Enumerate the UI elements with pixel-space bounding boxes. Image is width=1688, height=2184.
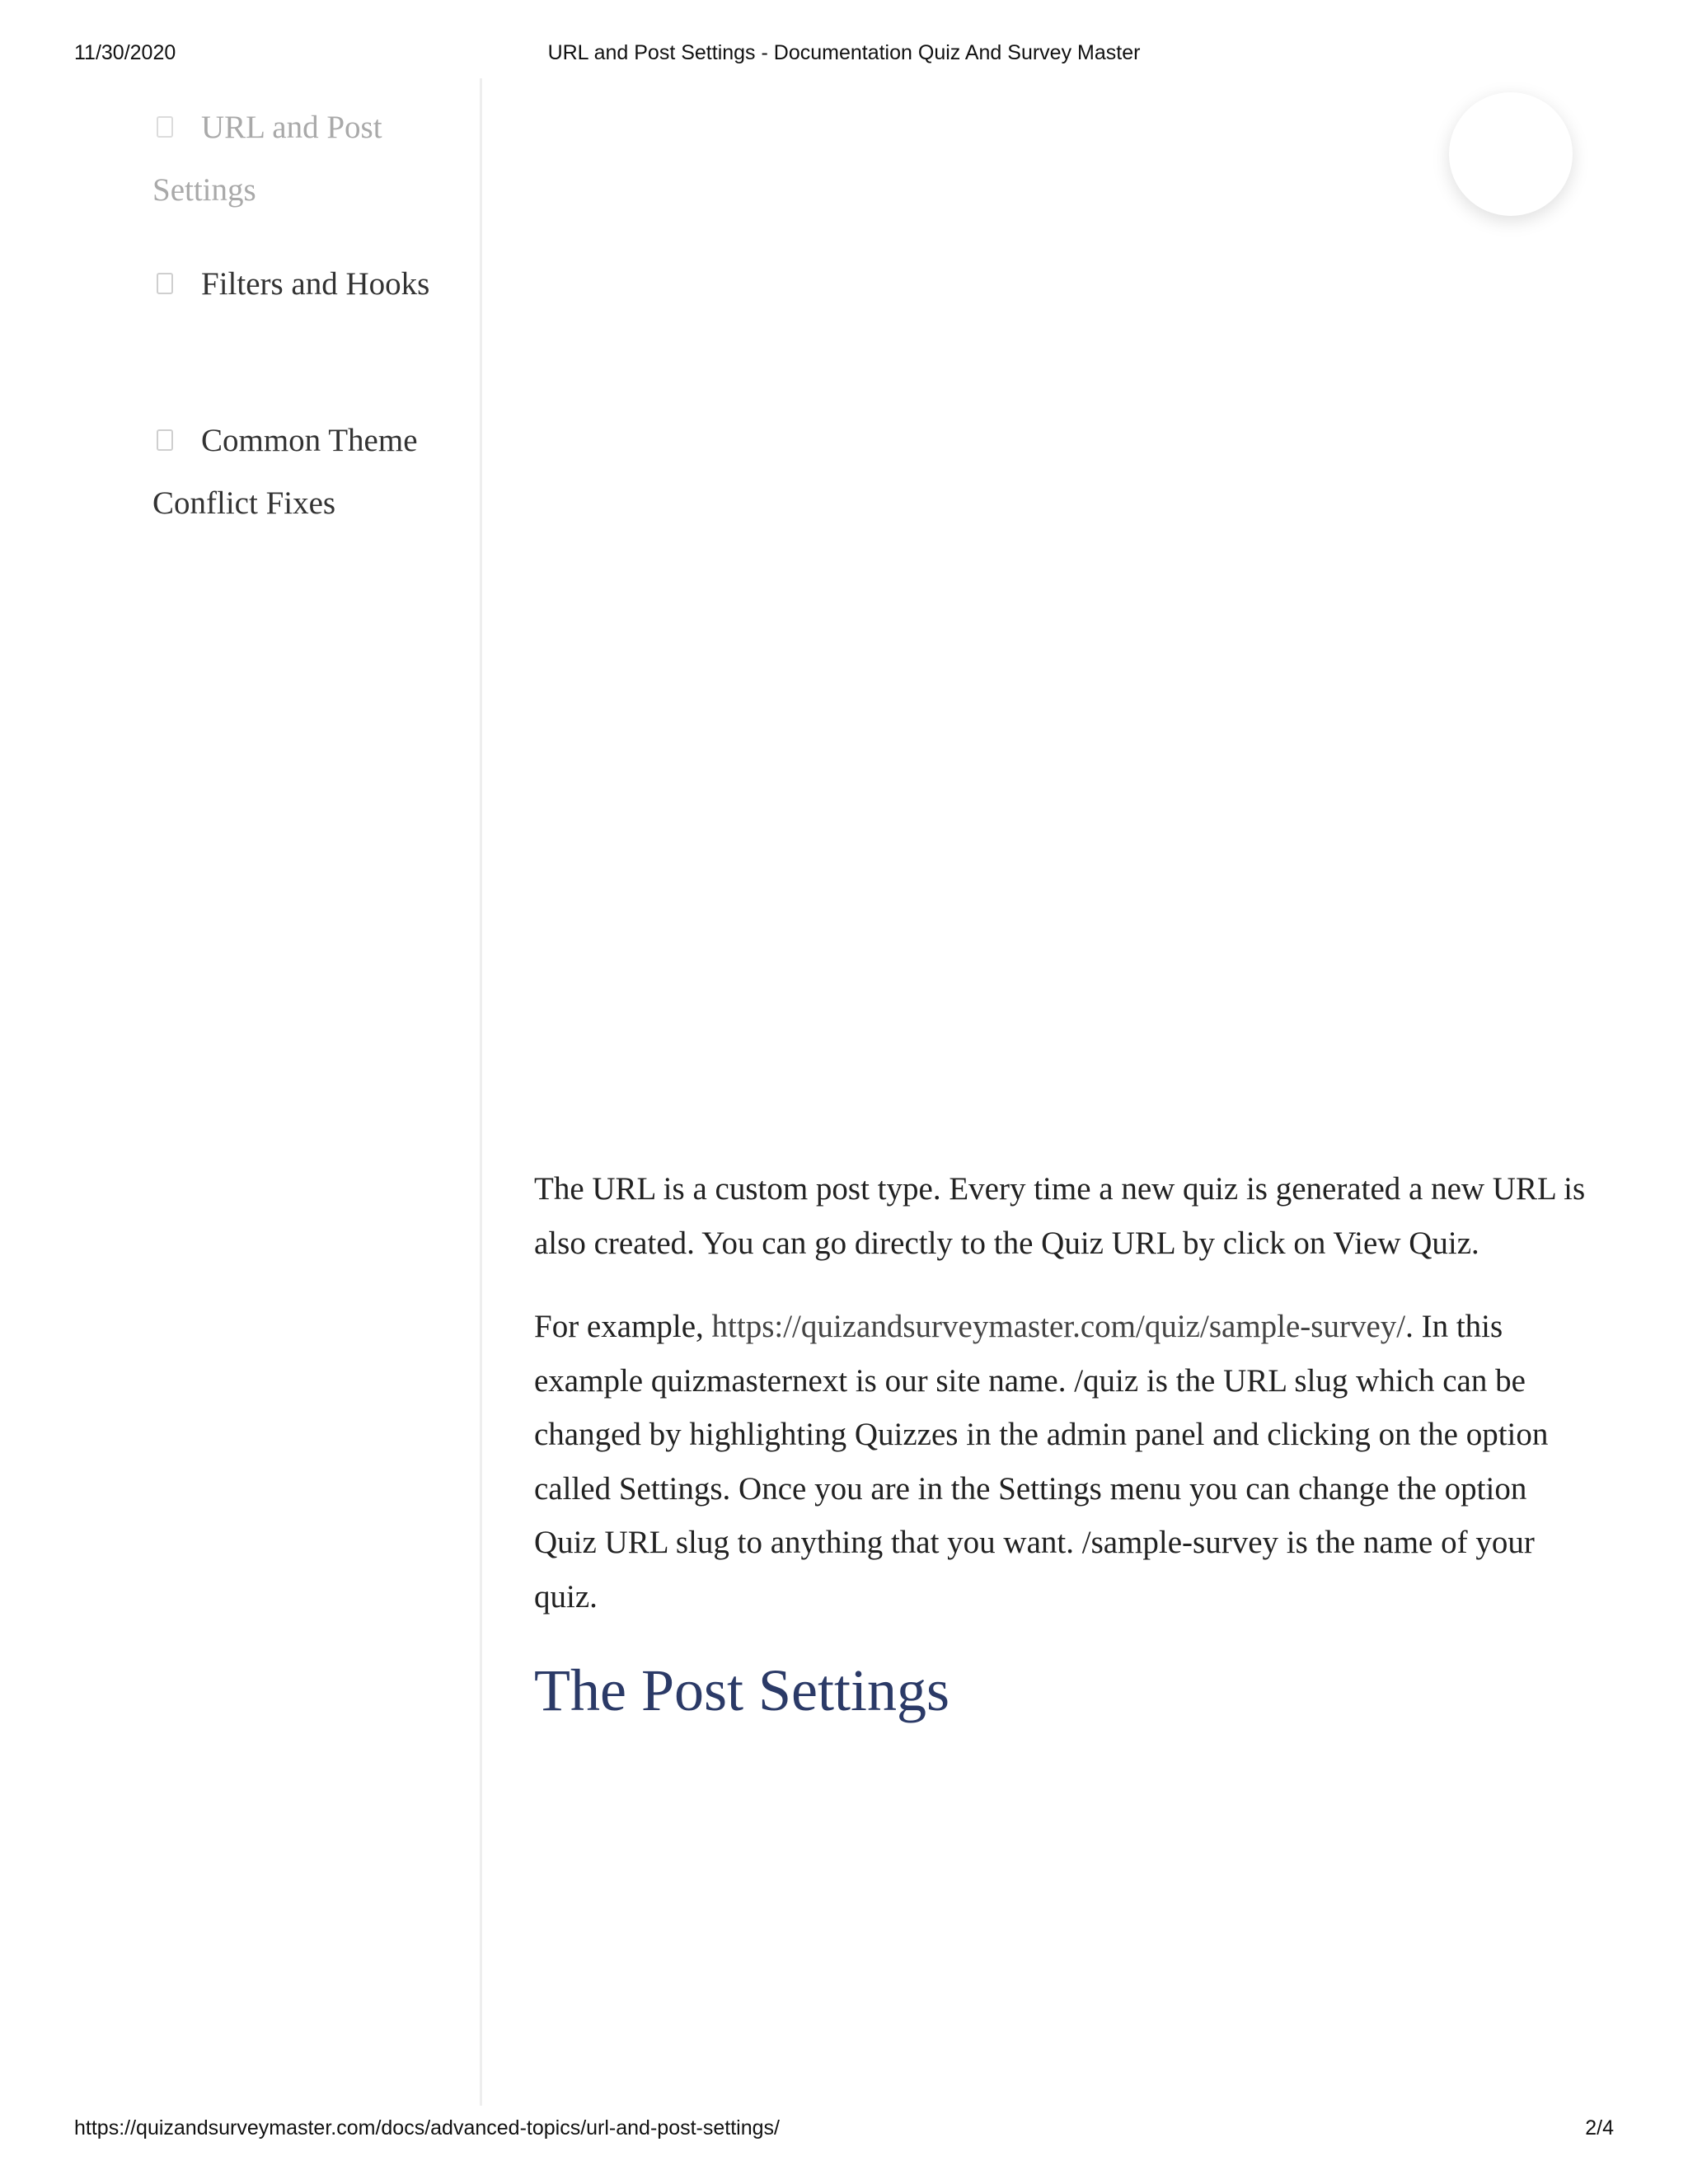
document-icon: [157, 116, 173, 138]
paragraph-text: For example,: [534, 1309, 712, 1344]
paragraph-text: . In this example quizmasternext is our site name. /quiz is the URL slug which can be changed by highlighting Quizzes in the admin panel and clicking on the option called Settings. Once you are in the Settings menu you can change the option Quiz URL slug to anything that you want. /sample-survey is the name of your quiz.: [534, 1309, 1549, 1615]
docs-sidebar: [0, 78, 482, 2106]
sidebar-item-label: URL and Post Settings: [152, 110, 382, 208]
sidebar-item-filters-and-hooks[interactable]: [152, 253, 457, 316]
floating-action-button[interactable]: [1449, 92, 1573, 216]
article-paragraph: The URL is a custom post type. Every time a new quiz is generated a new URL is also created. You can go directly to the Quiz URL by click on View Quiz.: [534, 1171, 1586, 1261]
sidebar-item-label: Common Theme Conflict Fixes: [152, 423, 418, 521]
section-heading: The Post Settings: [534, 1657, 950, 1723]
sample-survey-link[interactable]: https://quizandsurveymaster.com/quiz/sample-survey/: [711, 1309, 1406, 1344]
article-content: [534, 1162, 1589, 1727]
document-icon: [157, 273, 173, 294]
print-header: [0, 41, 1688, 68]
print-url: https://quizandsurveymaster.com/docs/advanced-topics/url-and-post-settings/: [74, 2116, 780, 2139]
print-date: 11/30/2020: [74, 41, 176, 64]
document-icon: [157, 429, 173, 451]
page-number: 2/4: [1585, 2116, 1614, 2139]
article-paragraph: [534, 1300, 1589, 1624]
sidebar-item-common-theme-conflict-fixes[interactable]: [152, 410, 457, 535]
sidebar-item-url-and-post-settings[interactable]: [152, 96, 457, 222]
print-title: URL and Post Settings - Documentation Quiz And Survey Master: [547, 41, 1141, 64]
sidebar-item-label: Filters and Hooks: [201, 266, 430, 302]
print-footer: [0, 2116, 1688, 2143]
